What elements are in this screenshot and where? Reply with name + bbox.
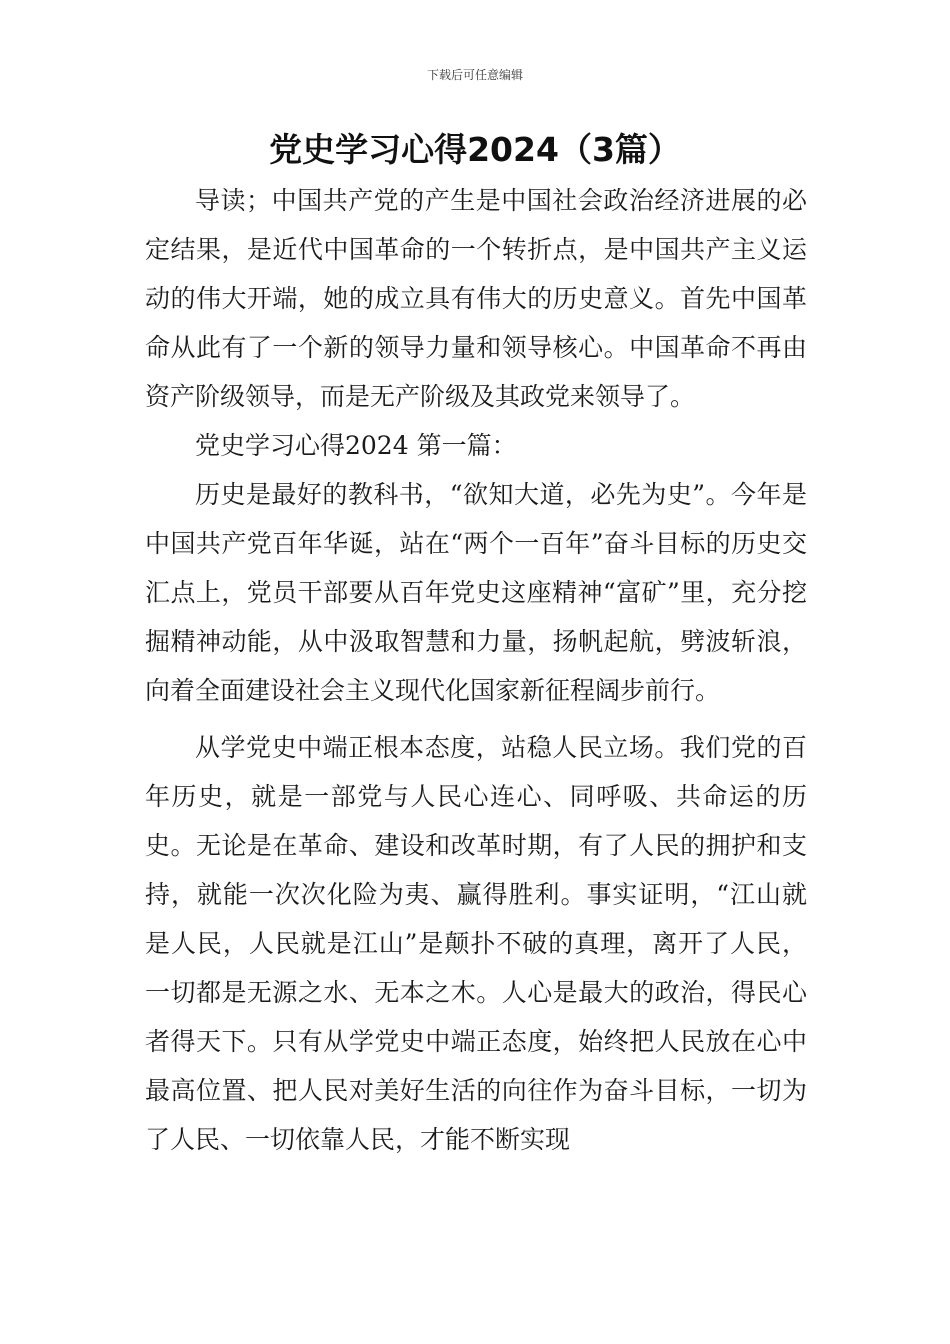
section-heading: 党史学习心得2024 第一篇： [195,431,517,460]
body-paragraph: 历史是最好的教科书，“欲知大道，必先为史”。今年是中国共产党百年华诞，站在“两个一百年”奋斗目标的历史交汇点上，党员干部要从百年党史这座精神“富矿”里，充分挖掘精神动能，从中汲取智慧和力量，扬帆起航，劈波斩浪，向着全面建设社会主义现代化国家新征程阔步前行。 [145,480,807,705]
document-body [145,176,807,1164]
header-note: 下载后可任意编辑 [426,68,523,82]
body-paragraph: 从学党史中端正根本态度，站稳人民立场。我们党的百年历史，就是一部党与人民心连心、同呼吸、共命运的历史。无论是在革命、建设和改革时期，有了人民的拥护和支持，就能一次次化险为夷、赢得胜利。事实证明，“江山就是人民，人民就是江山”是颠扑不破的真理，离开了人民，一切都是无源之水、无本之木。人心是最大的政治，得民心者得天下。只有从学党史中端正态度，始终把人民放在心中最高位置、把人民对美好生活的向往作为奋斗目标，一切为了人民、一切依靠人民，才能不断实现 [145,733,807,1154]
document-title: 党史学习心得2024（3篇） [269,130,681,169]
intro-paragraph: 导读；中国共产党的产生是中国社会政治经济进展的必定结果，是近代中国革命的一个转折点，是中国共产主义运动的伟大开端，她的成立具有伟大的历史意义。首先中国革命从此有了一个新的领导力量和领导核心。中国革命不再由资产阶级领导，而是无产阶级及其政党来领导了。 [145,186,807,411]
